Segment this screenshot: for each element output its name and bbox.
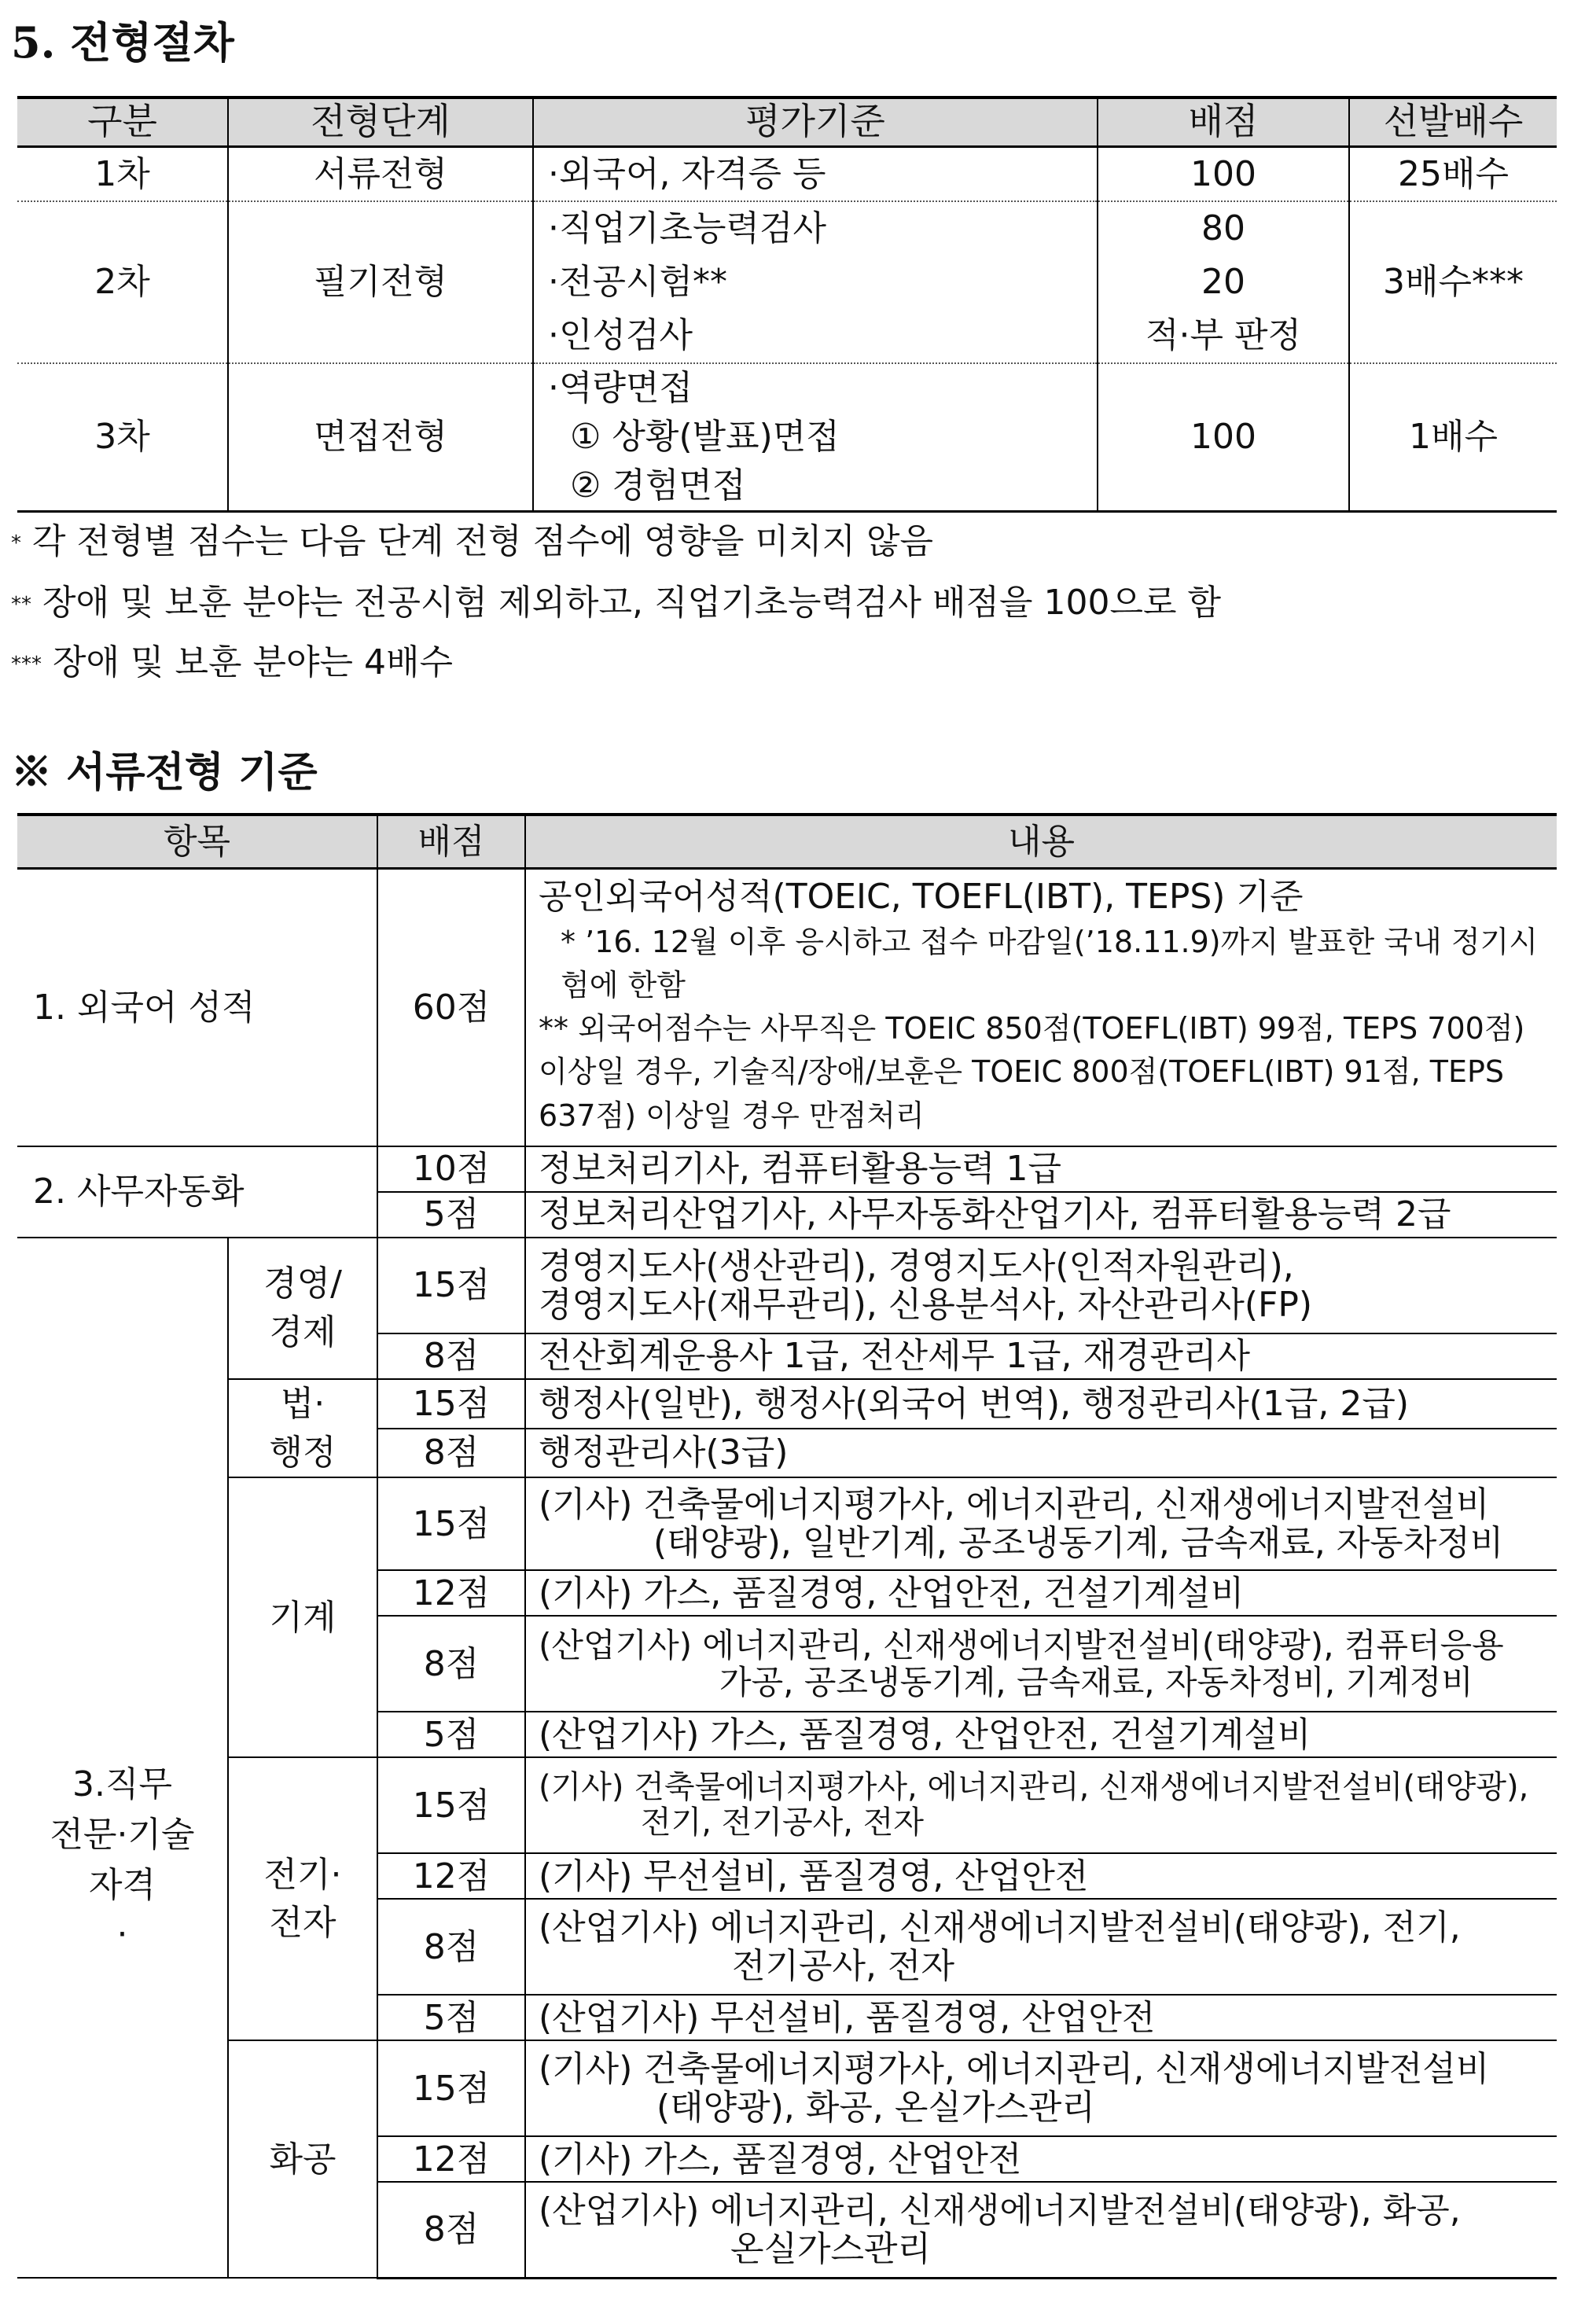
content-cell: 정보처리산업기사, 사무자동화산업기사, 컴퓨터활용능력 2급 (525, 1192, 1557, 1238)
stage-name-cell: 서류전형 (228, 146, 533, 201)
content-line: 공인외국어성적(TOEIC, TOEFL(IBT), TEPS) 기준 (539, 876, 1304, 917)
item-line: 자격 (88, 1864, 156, 1905)
score-cell: 100 (1098, 363, 1349, 512)
criteria-line: ·인성검사 (548, 315, 693, 355)
score-cell: 8점 (377, 1333, 525, 1379)
content-cell (525, 868, 1557, 1146)
score-cell: 8점 (377, 1429, 525, 1478)
score-cell: 12점 (377, 2136, 525, 2182)
table-row (17, 1146, 1557, 1192)
section-title: ※ 서류전형 기준 (11, 749, 318, 796)
content-cell (525, 1899, 1557, 1995)
content-line: (태양광), 일반기계, 공조냉동기계, 금속재료, 자동차정비 (653, 1523, 1504, 1564)
score-cell: 12점 (377, 1570, 525, 1616)
footnote-text: 각 전형별 점수는 다음 단계 전형 점수에 영향을 미치지 않음 (32, 521, 933, 561)
content-cell: 전산회계운용사 1급, 전산세무 1급, 재경관리사 (525, 1333, 1557, 1379)
footnote-text: 장애 및 보훈 분야는 전공시험 제외하고, 직업기초능력검사 배점을 100으로 함 (42, 583, 1221, 623)
group-line: 법· (280, 1384, 325, 1424)
job-cert-item-cell (17, 1238, 228, 2278)
group-cell: 기계 (228, 1477, 377, 1757)
item-line: 전문·기술 (50, 1814, 195, 1855)
table-row (17, 1757, 1557, 1853)
content-line: (산업기사) 에너지관리, 신재생에너지발전설비(태양광), 컴퓨터응용 (539, 1626, 1504, 1665)
table-row (17, 1238, 1557, 1333)
content-line: 경영지도사(재무관리), 신용분석사, 자산관리사(FP) (539, 1285, 1313, 1325)
stage-cell: 1차 (17, 146, 228, 201)
header-stage: 전형단계 (228, 97, 533, 146)
criteria-line: ① 상황(발표)면접 (570, 417, 840, 457)
criteria-line: ·직업기초능력검사 (548, 208, 827, 248)
item-cell: 2. 사무자동화 (17, 1146, 377, 1238)
multiple-cell: 1배수 (1349, 363, 1557, 512)
footnote-mark: ** (11, 593, 31, 616)
content-line: (산업기사) 에너지관리, 신재생에너지발전설비(태양광), 화공, (539, 2190, 1461, 2231)
content-cell: (산업기사) 가스, 품질경영, 산업안전, 건설기계설비 (525, 1712, 1557, 1757)
criteria-line: ·전공시험** (548, 262, 728, 302)
group-line: 경영/ (263, 1264, 342, 1304)
content-cell: (기사) 무선설비, 품질경영, 산업안전 (525, 1853, 1557, 1899)
content-cell (525, 2182, 1557, 2278)
score-cell: 8점 (377, 1616, 525, 1712)
score-cell: 10점 (377, 1146, 525, 1192)
content-line: (태양광), 화공, 온실가스관리 (656, 2087, 1095, 2128)
table-row (17, 363, 1557, 512)
footnote-mark: * (11, 532, 21, 555)
content-cell: (기사) 가스, 품질경영, 산업안전, 건설기계설비 (525, 1570, 1557, 1616)
score-cell: 12점 (377, 1853, 525, 1899)
content-cell: 행정관리사(3급) (525, 1429, 1557, 1478)
header-item: 항목 (17, 815, 377, 868)
score-cell: 100 (1098, 146, 1349, 201)
criteria-cell: ·외국어, 자격증 등 (533, 146, 1098, 201)
score-cell: 5점 (377, 1995, 525, 2040)
criteria-cell (533, 363, 1098, 512)
item-cell: 1. 외국어 성적 (17, 868, 377, 1146)
footnote (11, 634, 453, 684)
content-line: (기사) 건축물에너지평가사, 에너지관리, 신재생에너지발전설비 (539, 2048, 1490, 2089)
content-cell: (기사) 가스, 품질경영, 산업안전 (525, 2136, 1557, 2182)
content-line: (기사) 건축물에너지평가사, 에너지관리, 신재생에너지발전설비 (539, 1484, 1490, 1525)
table-row (17, 1477, 1557, 1570)
content-line: 온실가스관리 (730, 2228, 932, 2269)
header-criteria: 평가기준 (533, 97, 1098, 146)
stage-cell: 2차 (17, 201, 228, 363)
content-cell (525, 1477, 1557, 1570)
score-cell: 8점 (377, 1899, 525, 1995)
footnote-mark: *** (11, 653, 42, 676)
procedure-table (17, 96, 1557, 513)
table-row (17, 2040, 1557, 2136)
table-row (17, 146, 1557, 201)
score-cell: 15점 (377, 1238, 525, 1333)
footnote (11, 574, 1221, 624)
group-line: 경제 (269, 1312, 336, 1352)
item-line: 3.직무 (72, 1764, 172, 1804)
group-line: 행정 (269, 1432, 336, 1473)
score-line: 20 (1201, 262, 1245, 302)
header-division: 구분 (17, 97, 228, 146)
score-cell: 5점 (377, 1192, 525, 1238)
score-cell: 8점 (377, 2182, 525, 2278)
footnote (11, 513, 933, 563)
group-cell (228, 1757, 377, 2040)
content-cell (525, 1238, 1557, 1333)
table-row (17, 1379, 1557, 1429)
document-screening-table (17, 813, 1557, 2279)
header-content: 내용 (525, 815, 1557, 868)
group-cell (228, 1238, 377, 1379)
group-cell: 화공 (228, 2040, 377, 2278)
score-cell: 15점 (377, 1379, 525, 1429)
group-cell (228, 1379, 377, 1477)
stage-name-cell: 면접전형 (228, 363, 533, 512)
multiple-cell: 25배수 (1349, 146, 1557, 201)
item-line: · (116, 1915, 128, 1955)
content-note: * ’16. 12월 이후 응시하고 접수 마감일(’18.11.9)까지 발표한 국내 정기시험에 한함 (561, 925, 1538, 1003)
content-cell: (산업기사) 무선설비, 품질경영, 산업안전 (525, 1995, 1557, 2040)
score-cell: 5점 (377, 1712, 525, 1757)
score-line: 적·부 판정 (1146, 315, 1301, 355)
content-cell (525, 1757, 1557, 1853)
content-cell: 정보처리기사, 컴퓨터활용능력 1급 (525, 1146, 1557, 1192)
content-line: 가공, 공조냉동기계, 금속재료, 자동차정비, 기계정비 (719, 1663, 1473, 1702)
procedure-header-row (17, 97, 1557, 146)
content-line: (기사) 건축물에너지평가사, 에너지관리, 신재생에너지발전설비(태양광), (539, 1769, 1529, 1806)
group-line: 전자 (269, 1903, 336, 1944)
score-line: 80 (1201, 208, 1245, 248)
table-row (17, 201, 1557, 363)
multiple-cell: 3배수*** (1349, 201, 1557, 363)
screening-header-row (17, 815, 1557, 868)
criteria-line: ② 경험면접 (570, 465, 746, 506)
content-line: 전기, 전기공사, 전자 (641, 1804, 924, 1841)
content-cell (525, 2040, 1557, 2136)
section-title: 5. 전형절차 (11, 17, 234, 68)
content-note: ** 외국어점수는 사무직은 TOEIC 850점(TOEFL(IBT) 99점, TEPS 700점) 이상일 경우, 기술직/장애/보훈은 TOEIC 800점(TOEFL(IBT) 91점, TEPS 637점) 이상일 경우 만점처리 (539, 1011, 1525, 1133)
score-cell: 15점 (377, 1757, 525, 1853)
group-line: 전기· (263, 1854, 342, 1895)
criteria-line: ·역량면접 (548, 368, 693, 408)
score-cell: 60점 (377, 868, 525, 1146)
stage-cell: 3차 (17, 363, 228, 512)
table-row (17, 868, 1557, 1146)
criteria-cell (533, 201, 1098, 363)
content-line: 전기공사, 전자 (732, 1946, 955, 1987)
score-cell: 15점 (377, 2040, 525, 2136)
content-line: 경영지도사(생산관리), 경영지도사(인적자원관리), (539, 1245, 1294, 1286)
content-line: (산업기사) 에너지관리, 신재생에너지발전설비(태양광), 전기, (539, 1907, 1461, 1948)
header-score: 배점 (1098, 97, 1349, 146)
header-multiple: 선발배수 (1349, 97, 1557, 146)
stage-name-cell: 필기전형 (228, 201, 533, 363)
header-score: 배점 (377, 815, 525, 868)
footnote-text: 장애 및 보훈 분야는 4배수 (53, 642, 453, 682)
score-cell: 15점 (377, 1477, 525, 1570)
content-cell (525, 1616, 1557, 1712)
content-cell: 행정사(일반), 행정사(외국어 번역), 행정관리사(1급, 2급) (525, 1379, 1557, 1429)
score-cell (1098, 201, 1349, 363)
